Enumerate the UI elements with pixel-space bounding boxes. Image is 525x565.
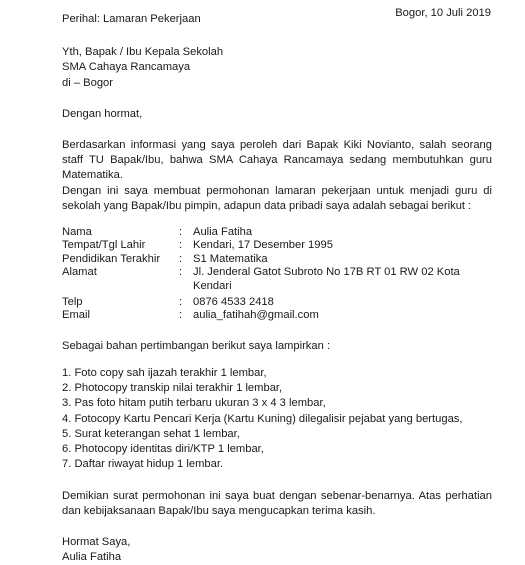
personal-data-value: S1 Matematika — [193, 252, 268, 265]
personal-data-separator: : — [179, 309, 183, 322]
personal-data-row — [62, 253, 492, 266]
personal-data-label: Telp — [62, 296, 83, 309]
personal-data-label: Nama — [62, 226, 92, 239]
personal-data-value: 0876 4533 2418 — [193, 296, 274, 309]
closing-salutation: Hormat Saya, — [62, 535, 131, 548]
recipient-line-1: Yth, Bapak / Ibu Kepala Sekolah — [62, 46, 224, 59]
personal-data-label: Tempat/Tgl Lahir — [62, 239, 146, 252]
personal-data-label: Alamat — [62, 266, 97, 279]
personal-data-value: Jl. Jenderal Gatot Subroto No 17B RT 01 RW 02 Kota Kendari — [193, 266, 460, 292]
personal-data-separator: : — [179, 266, 183, 279]
personal-data-separator: : — [179, 252, 183, 265]
opening-paragraph: Berdasarkan informasi yang saya peroleh dari Bapak Kiki Novianto, salah seorang staff TU Bapak/Ibu, bahwa SMA Cahaya Rancamaya sedang membutuhkan guru Matematika. — [62, 139, 492, 182]
personal-data-table — [62, 226, 492, 323]
letter-date: Bogor, 10 Juli 2019 — [395, 7, 491, 19]
list-item: 2. Photocopy transkip nilai terakhir 1 lembar, — [62, 382, 283, 395]
list-item: 7. Daftar riwayat hidup 1 lembar. — [62, 458, 224, 471]
letter-body — [62, 12, 492, 565]
personal-data-separator: : — [179, 296, 183, 309]
personal-data-value: aulia_fatihah@gmail.com — [193, 309, 319, 322]
list-item: 5. Surat keterangan sehat 1 lembar, — [62, 427, 240, 440]
list-item: 1. Foto copy sah ijazah terakhir 1 lembar, — [62, 367, 267, 380]
letter-greeting: Dengan hormat, — [62, 107, 143, 120]
letter-subject: Perihal: Lamaran Pekerjaan — [62, 13, 201, 25]
closing-paragraph: Demikian surat permohonan ini saya buat dengan sebenar-benarnya. Atas perhatian dan kebijaksanaan Bapak/Ibu saya mengucapkan terima kasih. — [62, 489, 492, 517]
personal-data-row — [62, 239, 492, 252]
personal-data-value: Kendari, 17 Desember 1995 — [193, 239, 333, 252]
personal-data-row — [62, 309, 492, 322]
list-item: 6. Photocopy identitas diri/KTP 1 lembar, — [62, 443, 264, 456]
personal-data-row — [62, 293, 492, 309]
attachments-intro: Sebagai bahan pertimbangan berikut saya lampirkan : — [62, 339, 331, 352]
personal-data-row — [62, 266, 492, 293]
signature-name: Aulia Fatiha — [62, 551, 122, 564]
recipient-block — [62, 45, 492, 91]
personal-data-separator: : — [179, 239, 183, 252]
personal-data-value: Aulia Fatiha — [193, 226, 253, 239]
personal-data-label: Pendidikan Terakhir — [62, 252, 161, 265]
personal-data-row — [62, 226, 492, 239]
personal-data-label: Email — [62, 309, 90, 322]
recipient-line-2: SMA Cahaya Rancamaya — [62, 61, 191, 74]
list-item: 4. Fotocopy Kartu Pencari Kerja (Kartu Kuning) dilegalisir pejabat yang bertugas, — [62, 412, 463, 425]
recipient-line-3: di – Bogor — [62, 76, 113, 89]
attachments-list — [62, 366, 492, 472]
request-paragraph: Dengan ini saya membuat permohonan lamaran pekerjaan untuk menjadi guru di sekolah yang Bapak/Ibu pimpin, adapun data pribadi saya adalah sebagai berikut : — [62, 184, 492, 212]
list-item: 3. Pas foto hitam putih terbaru ukuran 3 x 4 3 lembar, — [62, 397, 326, 410]
personal-data-separator: : — [179, 226, 183, 239]
